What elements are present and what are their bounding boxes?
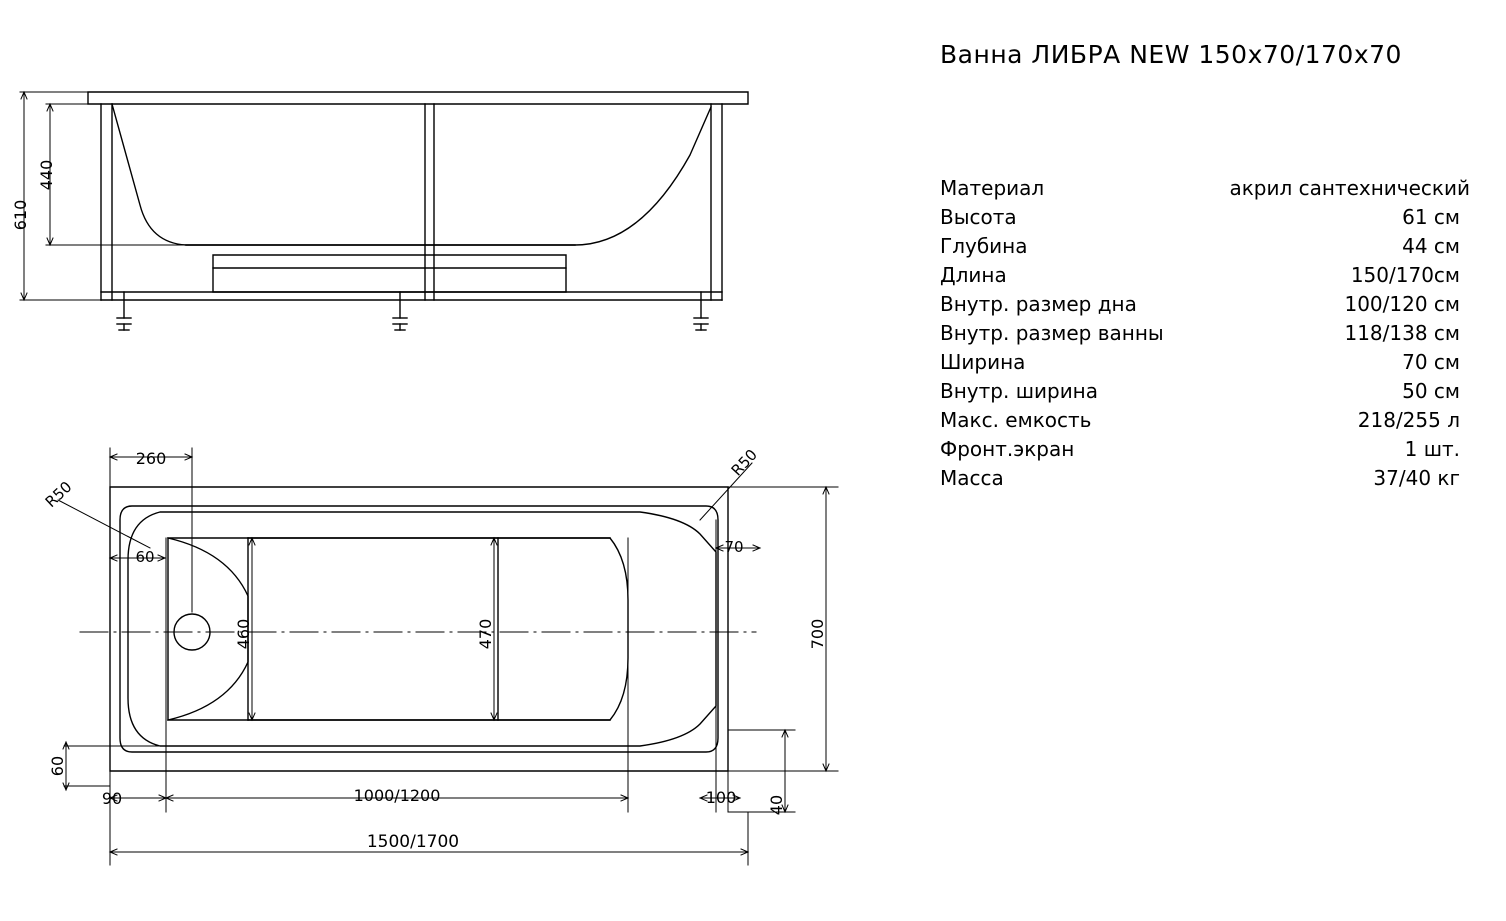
label-r50-left: R50 (41, 477, 76, 511)
spec-row (940, 203, 1470, 232)
label-440: 440 (37, 159, 56, 191)
spec-row (940, 174, 1470, 203)
label-60-left: 60 (135, 548, 155, 566)
label-40: 40 (767, 794, 786, 816)
label-700: 700 (808, 618, 827, 650)
front-view-group (20, 92, 748, 330)
leader-r50-left (58, 500, 150, 548)
label-r50-right: R50 (727, 445, 761, 480)
label-total-length: 1500/1700 (366, 832, 460, 852)
spec-label: Внутр. размер дна (940, 292, 1137, 316)
spec-value: 100/120 см (1344, 292, 1460, 316)
specification-panel (940, 40, 1480, 493)
spec-row (940, 261, 1470, 290)
label-70-right: 70 (724, 538, 744, 556)
label-90: 90 (101, 789, 123, 808)
spec-value: 1 шт. (1404, 437, 1460, 461)
label-inner-length: 1000/1200 (353, 786, 441, 805)
spec-row (940, 232, 1470, 261)
spec-label: Фронт.экран (940, 437, 1075, 461)
spec-value: 150/170см (1350, 263, 1460, 287)
label-60-bottom: 60 (48, 755, 67, 777)
spec-value: 61 см (1402, 205, 1460, 229)
product-title: Ванна ЛИБРА NEW 150x70/170x70 (940, 40, 1402, 69)
spec-label: Глубина (940, 234, 1028, 258)
spec-label: Материал (940, 176, 1045, 200)
label-260: 260 (135, 449, 167, 468)
spec-value: 118/138 см (1344, 321, 1460, 345)
label-460: 460 (234, 618, 253, 650)
spec-row (940, 435, 1470, 464)
spec-value: 70 см (1402, 350, 1460, 374)
label-470: 470 (476, 618, 495, 650)
spec-value: 218/255 л (1357, 408, 1460, 432)
front-shelf (213, 255, 566, 292)
spec-label: Макс. емкость (940, 408, 1092, 432)
spec-value: 44 см (1402, 234, 1460, 258)
spec-label: Длина (940, 263, 1007, 287)
spec-row (940, 406, 1470, 435)
spec-label: Внутр. размер ванны (940, 321, 1164, 345)
spec-value: 50 см (1402, 379, 1460, 403)
top-outer-rect (110, 487, 728, 771)
spec-row (940, 319, 1470, 348)
top-inner-right (248, 538, 628, 720)
front-legs (117, 292, 708, 330)
specification-table (940, 174, 1470, 493)
spec-value: акрил сантехнический (1229, 176, 1470, 200)
spec-label: Внутр. ширина (940, 379, 1099, 403)
spec-row (940, 464, 1470, 493)
spec-row (940, 377, 1470, 406)
label-100: 100 (705, 788, 737, 807)
front-rim (88, 92, 748, 104)
label-610: 610 (11, 199, 30, 231)
spec-row (940, 348, 1470, 377)
spec-label: Высота (940, 205, 1017, 229)
spec-value: 37/40 кг (1373, 466, 1460, 490)
front-bath-silhouette (112, 104, 711, 245)
spec-label: Масса (940, 466, 1004, 490)
spec-row (940, 290, 1470, 319)
spec-label: Ширина (940, 350, 1026, 374)
